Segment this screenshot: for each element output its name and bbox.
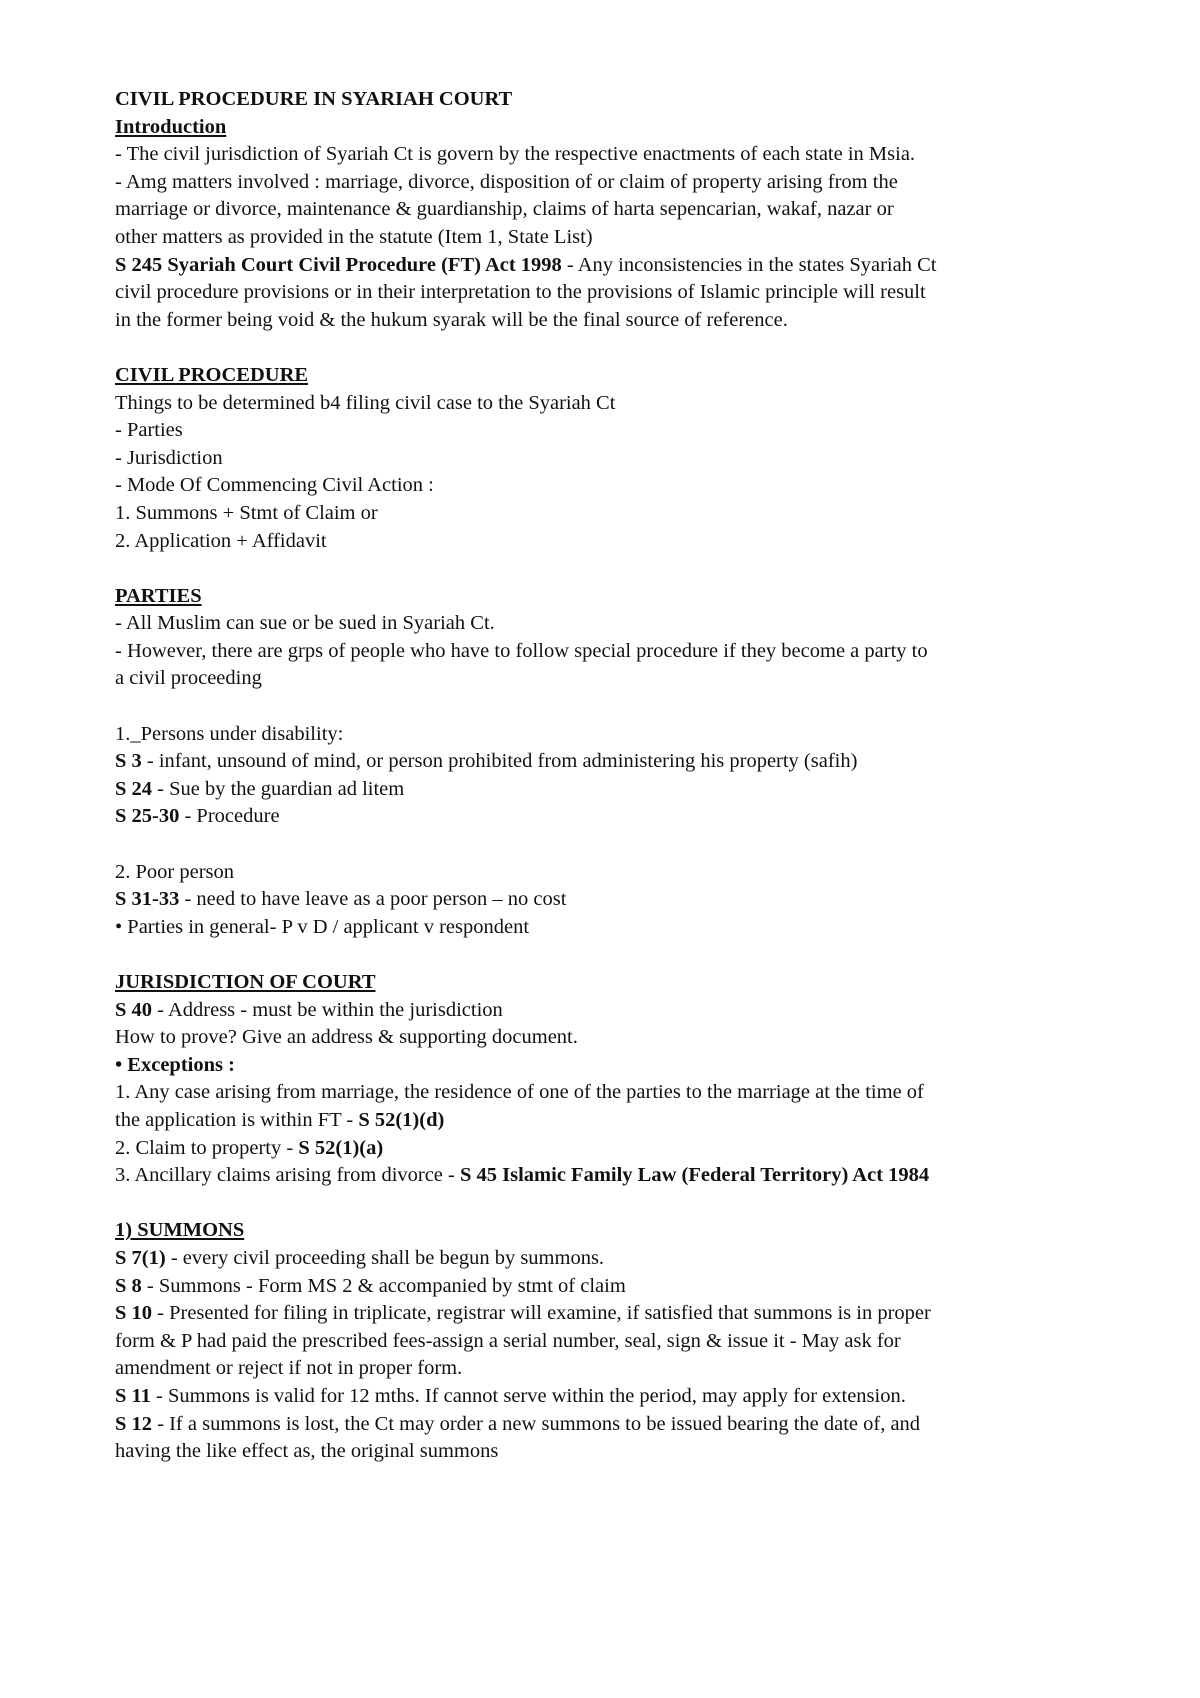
statute-reference: S 25-30 <box>115 805 180 828</box>
civil-procedure-line: - Jurisdiction <box>115 446 223 469</box>
statute-reference: S 8 <box>115 1274 142 1297</box>
paragraph-gap <box>115 555 1115 583</box>
statute-text: - Summons is valid for 12 mths. If cannot serve within the period, may apply for extension. <box>150 1384 906 1407</box>
poor-person-heading: 2. Poor person <box>115 860 235 883</box>
introduction-line: civil procedure provisions or in their interpretation to the provisions of Islamic principle will result <box>115 281 926 304</box>
jurisdiction-line <box>115 997 1115 1025</box>
statute-text: - Address - must be within the jurisdiction <box>152 998 503 1021</box>
statute-text: 2. Claim to property - <box>115 1136 299 1159</box>
statute-reference: S 52(1)(d) <box>358 1108 445 1131</box>
parties-heading: PARTIES <box>115 584 202 607</box>
civil-procedure-line: 1. Summons + Stmt of Claim or <box>115 501 378 524</box>
statute-text: - every civil proceeding shall be begun by summons. <box>165 1246 605 1269</box>
exceptions-heading: • Exceptions : <box>115 1053 235 1076</box>
parties-line: - However, there are grps of people who have to follow special procedure if they become a party to <box>115 639 928 662</box>
summons-line <box>115 1273 1115 1301</box>
statute-reference: S 52(1)(a) <box>298 1136 384 1159</box>
jurisdiction-line <box>115 1135 1115 1163</box>
parties-line: • Parties in general- P v D / applicant v respondent <box>115 915 530 938</box>
summons-line: form & P had paid the prescribed fees-assign a serial number, seal, sign & issue it - May ask for <box>115 1329 901 1352</box>
parties-line <box>115 803 1115 831</box>
parties-line <box>115 886 1115 914</box>
statute-text: - If a summons is lost, the Ct may order a new summons to be issued bearing the date of, and <box>152 1412 921 1435</box>
parties-line: - All Muslim can sue or be sued in Syariah Ct. <box>115 612 495 635</box>
statute-reference: S 245 Syariah Court Civil Procedure (FT) Act 1998 <box>115 253 562 276</box>
jurisdiction-line: 1. Any case arising from marriage, the residence of one of the parties to the marriage at the time of <box>115 1081 924 1104</box>
introduction-line: marriage or divorce, maintenance & guardianship, claims of harta sepencarian, wakaf, nazar or <box>115 198 894 221</box>
statute-text: - need to have leave as a poor person – no cost <box>179 888 567 911</box>
statute-text: 3. Ancillary claims arising from divorce - <box>115 1164 460 1187</box>
jurisdiction-heading: JURISDICTION OF COURT <box>115 971 376 993</box>
summons-heading: 1) SUMMONS <box>115 1219 245 1242</box>
statute-reference: S 10 <box>115 1302 153 1325</box>
paragraph-gap <box>115 334 1115 362</box>
civil-procedure-line: - Parties <box>115 419 183 442</box>
statute-text: - Procedure <box>179 805 280 828</box>
statute-reference: S 12 <box>115 1412 153 1435</box>
jurisdiction-line <box>115 1107 1115 1135</box>
statute-reference: S 45 Islamic Family Law (Federal Territory) Act 1984 <box>460 1164 930 1187</box>
civil-procedure-line: 2. Application + Affidavit <box>115 529 327 552</box>
introduction-line <box>115 252 1115 280</box>
civil-procedure-line: - Mode Of Commencing Civil Action : <box>115 474 434 497</box>
jurisdiction-line <box>115 1162 1115 1190</box>
statute-reference: S 31-33 <box>115 888 180 911</box>
statute-text: - Sue by the guardian ad litem <box>152 777 405 800</box>
jurisdiction-line: How to prove? Give an address & supporting document. <box>115 1026 578 1049</box>
parties-line <box>115 748 1115 776</box>
summons-line <box>115 1245 1115 1273</box>
civil-procedure-line: Things to be determined b4 filing civil case to the Syariah Ct <box>115 391 616 414</box>
statute-reference: S 11 <box>115 1384 151 1407</box>
summons-line: amendment or reject if not in proper form. <box>115 1357 463 1380</box>
statute-text: - infant, unsound of mind, or person prohibited from administering his property (safih) <box>141 750 858 773</box>
summons-line <box>115 1300 1115 1328</box>
introduction-heading: Introduction <box>115 115 227 138</box>
parties-line <box>115 776 1115 804</box>
document-page <box>115 86 1115 1466</box>
parties-line: a civil proceeding <box>115 667 262 690</box>
paragraph-gap <box>115 1190 1115 1218</box>
statute-text: the application is within FT - <box>115 1108 359 1131</box>
paragraph-gap <box>115 941 1115 969</box>
summons-line: having the like effect as, the original summons <box>115 1440 499 1463</box>
summons-line <box>115 1383 1115 1411</box>
paragraph-gap <box>115 831 1115 859</box>
disability-heading: 1._Persons under disability: <box>115 722 344 745</box>
paragraph-gap <box>115 693 1115 721</box>
statute-text: - Summons - Form MS 2 & accompanied by stmt of claim <box>141 1274 626 1297</box>
introduction-line: - Amg matters involved : marriage, divorce, disposition of or claim of property arising from the <box>115 170 898 193</box>
introduction-line: other matters as provided in the statute (Item 1, State List) <box>115 225 593 248</box>
introduction-line: - The civil jurisdiction of Syariah Ct is govern by the respective enactments of each state in Msia. <box>115 143 916 166</box>
statute-reference: S 7(1) <box>115 1246 166 1269</box>
statute-text: - Any inconsistencies in the states Syariah Ct <box>561 253 937 276</box>
summons-line <box>115 1411 1115 1439</box>
document-title: CIVIL PROCEDURE IN SYARIAH COURT <box>115 88 513 110</box>
statute-reference: S 24 <box>115 777 153 800</box>
statute-text: - Presented for filing in triplicate, registrar will examine, if satisfied that summons is in proper <box>152 1302 931 1325</box>
civil-procedure-heading: CIVIL PROCEDURE <box>115 363 309 386</box>
introduction-line: in the former being void & the hukum syarak will be the final source of reference. <box>115 308 788 331</box>
statute-reference: S 3 <box>115 750 142 773</box>
statute-reference: S 40 <box>115 998 153 1021</box>
